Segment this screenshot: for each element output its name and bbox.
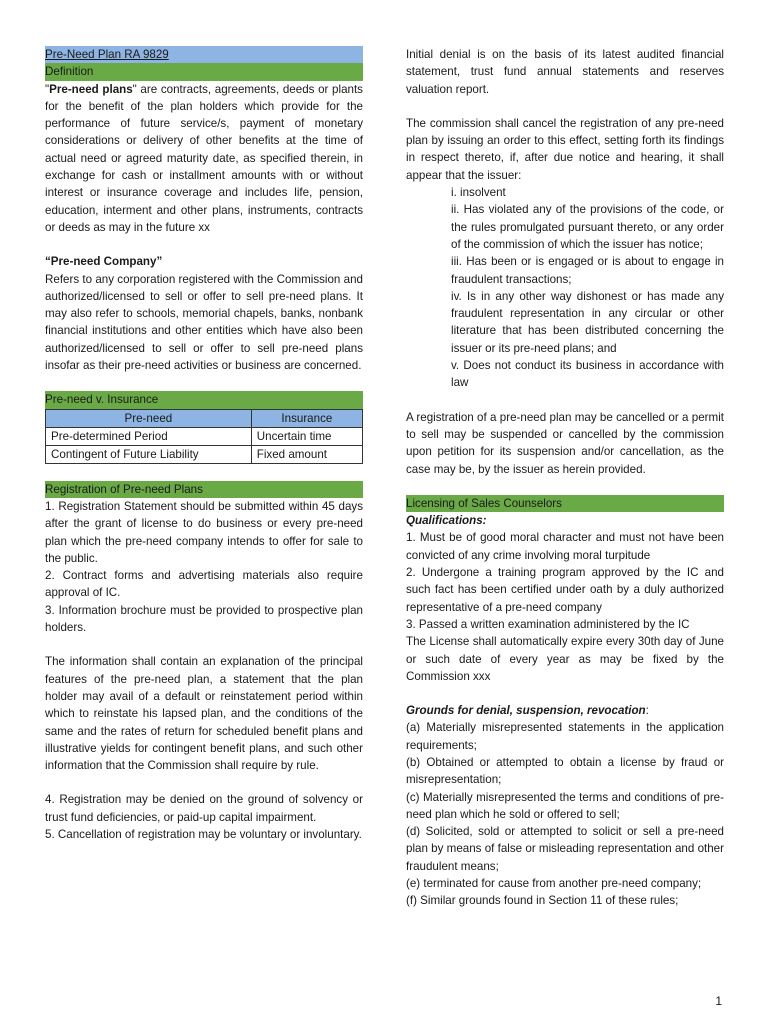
company-heading: “Pre-need Company” [45, 255, 163, 269]
list-item: iii. Has been or is engaged or is about to engage in fraudulent transactions; [451, 255, 724, 286]
grounds-item: (c) Materially misrepresented the terms and conditions of pre-need plan which he sold or offered to sell; [406, 790, 724, 821]
registration-heading: Registration of Pre-need Plans [45, 481, 363, 498]
list-item: iv. Is in any other way dishonest or has made any fraudulent representation in any circular or other literature that has been distributed concerning the issuer or its pre-need plans; and [451, 289, 724, 355]
qualifications-heading: Qualifications: [406, 514, 487, 528]
definition-paragraph: "Pre-need plans" are contracts, agreements, deeds or plants for the benefit of the plan holders which provide for the performance of future service/s, payment of monetary considerations or delivery of other benefits at the time of actual need or agreed maturity date, as specified therein, in exchange for cash or installment amounts with or without interest or insurance coverage and includes life, pension, education, interment and other plans, instruments, contracts or deeds as may in the future xx [45, 82, 363, 234]
table-cell: Uncertain time [251, 427, 362, 445]
grounds-item: (e) terminated for cause from another pre-need company; [406, 877, 702, 891]
grounds-colon: : [645, 704, 649, 718]
doc-title: Pre-Need Plan RA 9829 [45, 46, 363, 63]
comparison-table [45, 409, 363, 464]
licensing-heading: Licensing of Sales Counselors [406, 495, 724, 512]
grounds-item: (a) Materially misrepresented statements in the application requirements; [406, 721, 724, 752]
definition-text: " are contracts, agreements, deeds or plants for the benefit of the plan holders which provide for the performance of future service/s, payment of monetary considerations or delivery of other benefits at the time of actual need or agreed maturity date, as specified therein, in exchange for cash or installment amounts with or without interest or insurance coverage and includes life, pension, education, interment and other plans, instruments, contracts or deeds as may in the future xx [45, 82, 363, 234]
cancel-items-list [406, 184, 724, 392]
license-expiry-paragraph: The License shall automatically expire every 30th day of June or such date of every year as may be fixed by the Commission xxx [406, 635, 724, 683]
table-header-preneed: Pre-need [46, 409, 252, 427]
cancel-intro-paragraph: The commission shall cancel the registration of any pre-need plan by issuing an order to this effect, setting forth its findings in respect thereto, if, after due notice and hearing, it shall appear that the issuer: [406, 116, 724, 182]
list-item: ii. Has violated any of the provisions of the code, or the rules promulgated pursuant thereto, or any order of the commission of which the issuer has notice; [451, 203, 724, 251]
company-text: Refers to any corporation registered with the Commission and authorized/licensed to sell or offer to sell pre-need plans. It may also refer to schools, memorial chapels, banks, nonbank financial institutions and other entities which have also been authorized/licensed to sell or offer to sell pre-need plans insofar as their pre-need activities or business are concerned. [45, 272, 363, 373]
grounds-item: (d) Solicited, sold or attempted to solicit or sell a pre-need plan by means of false or misleading representation and other fraudulent means; [406, 825, 724, 873]
grounds-item: (f) Similar grounds found in Section 11 of these rules; [406, 894, 679, 908]
initial-denial-paragraph: Initial denial is on the basis of its latest audited financial statement, trust fund annual statements and reserves valuation report. [406, 48, 724, 96]
registration-item: 4. Registration may be denied on the ground of solvency or trust fund deficiencies, or paid-up capital impairment. [45, 793, 363, 824]
grounds-item: (b) Obtained or attempted to obtain a license by fraud or misrepresentation; [406, 755, 724, 787]
grounds-heading: Grounds for denial, suspension, revocation [406, 704, 646, 718]
qualification-item: 3. Passed a written examination administered by the IC [406, 617, 690, 631]
list-item: i. insolvent [451, 186, 506, 200]
left-column [45, 46, 363, 843]
right-column [406, 46, 724, 910]
grounds-heading-line [406, 702, 724, 719]
table-row [46, 445, 363, 463]
registration-item: 5. Cancellation of registration may be voluntary or involuntary. [45, 827, 362, 841]
qualification-item: 2. Undergone a training program approved by the IC and such fact has been certified under oath by a duly authorized representative of a pre-need company [406, 566, 724, 614]
table-cell: Contingent of Future Liability [46, 445, 252, 463]
information-paragraph: The information shall contain an explanation of the principal features of the pre-need plan, a statement that the plan holder may avail of a default or reinstatement period within which to reinstate his lapsed plan, and the conditions of the same and the rates of return for scheduled benefit plans and illustrative yields for contingent benefit plans, and such other information that the Commission shall require by rule. [45, 655, 363, 773]
table-cell: Pre-determined Period [46, 427, 252, 445]
registration-item: 1. Registration Statement should be submitted within 45 days after the grant of license to do business or every pre-need plan which the pre-need company intends to offer for sale to the public. [45, 499, 363, 565]
list-item: v. Does not conduct its business in accordance with law [451, 359, 724, 390]
definition-term: Pre-need plans [49, 82, 133, 96]
qualification-item: 1. Must be of good moral character and must not have been convicted of any crime involving moral turpitude [406, 531, 724, 562]
page-number: 1 [715, 993, 722, 1008]
registration-item: 3. Information brochure must be provided to prospective plan holders. [45, 603, 363, 635]
suspension-paragraph: A registration of a pre-need plan may be cancelled or a permit to sell may be suspended or cancelled by the commission upon petition for its suspension and/or cancellation, as the case may be, by the issuer as herein provided. [406, 410, 724, 476]
registration-item: 2. Contract forms and advertising materials also require approval of IC. [45, 569, 363, 600]
table-row [46, 427, 363, 445]
definition-heading: Definition [45, 63, 363, 80]
table-cell: Fixed amount [251, 445, 362, 463]
comparison-table-title: Pre-need v. Insurance [45, 391, 363, 408]
table-header-insurance: Insurance [251, 409, 362, 427]
